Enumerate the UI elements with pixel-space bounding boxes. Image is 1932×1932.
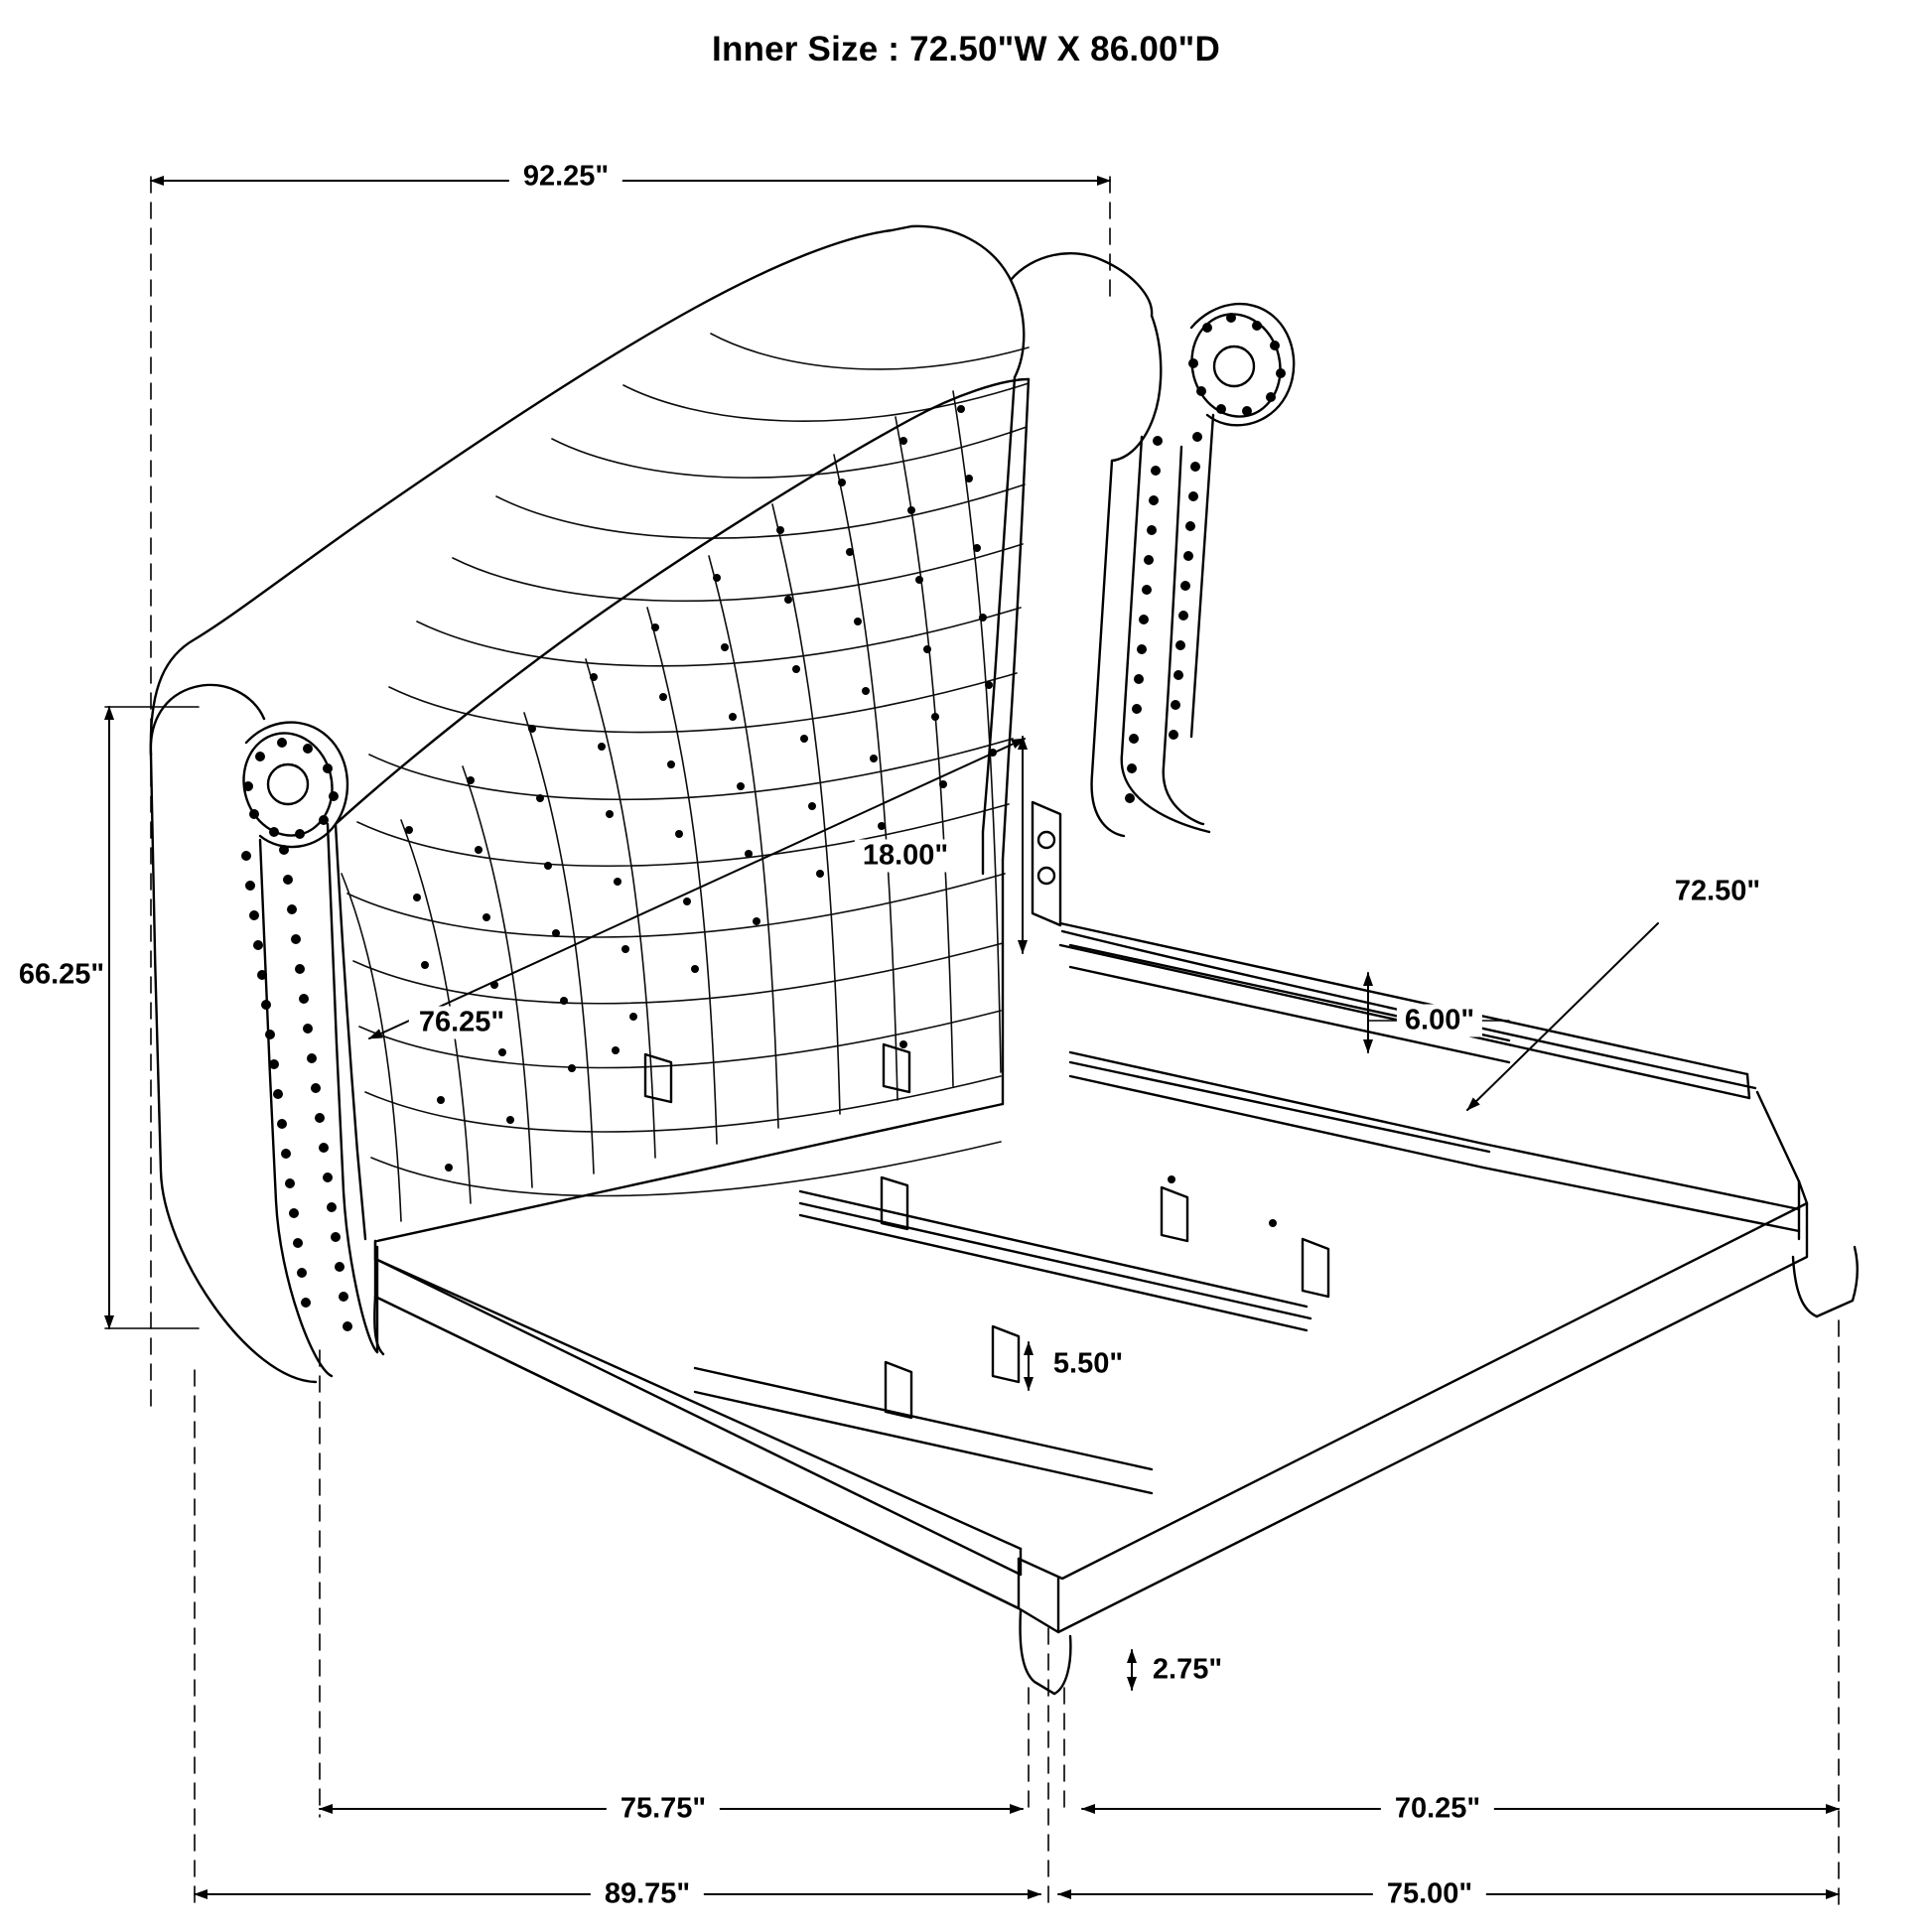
tuft-buttons [405, 405, 997, 1172]
dimension-label-rail-height: 6.00" [1397, 1005, 1482, 1037]
headboard-outline [151, 226, 1294, 1382]
dimension-label-headboard-height: 66.25" [15, 959, 108, 992]
dimension-label-headboard-clearance: 18.00" [855, 840, 956, 873]
page-title: Inner Size : 72.50"W X 86.00"D [712, 30, 1220, 69]
dimension-label-overall-depth-front: 75.00" [1373, 1878, 1486, 1911]
dimension-label-side-depth-front: 70.25" [1381, 1793, 1494, 1826]
dimension-label-side-depth-rear: 75.75" [607, 1793, 720, 1826]
dimension-label-overall-width-top: 92.25" [509, 161, 622, 194]
bed-frame [374, 802, 1858, 1694]
dimension-label-foot-leg-height: 2.75" [1145, 1654, 1230, 1687]
dimension-label-slat-leg-height: 5.50" [1045, 1348, 1131, 1381]
dimension-label-headboard-panel-width: 76.25" [409, 1007, 514, 1039]
dimension-label-overall-depth-rear: 89.75" [591, 1878, 704, 1911]
nailhead-trim [241, 313, 1286, 1331]
tufting-pattern [342, 334, 1029, 1221]
dimension-lines [105, 177, 1839, 1906]
dimension-label-inner-width-callout: 72.50" [1667, 876, 1768, 908]
